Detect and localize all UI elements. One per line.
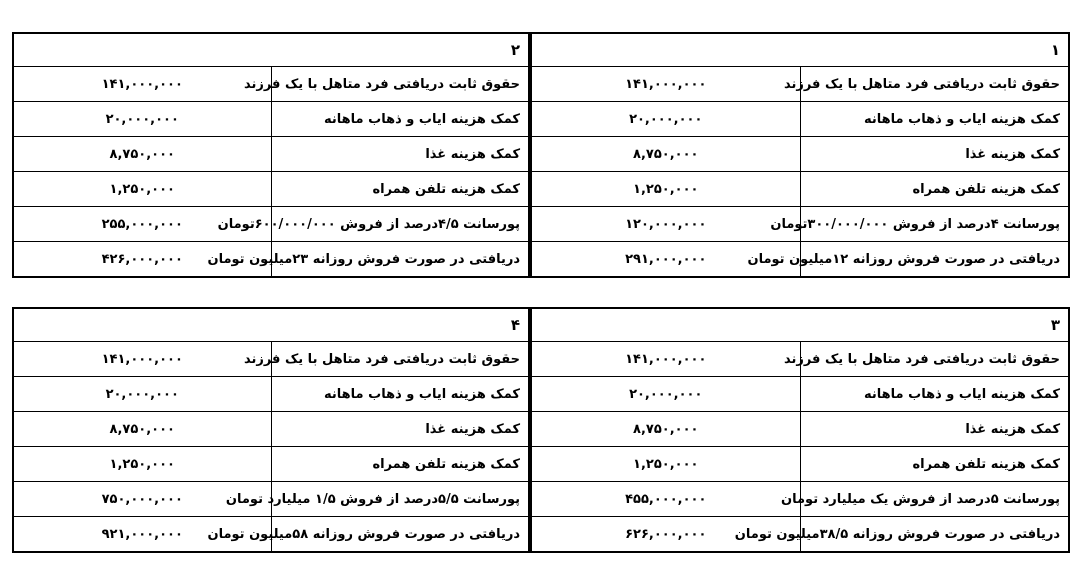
row-value: ۲۹۱,۰۰۰,۰۰۰ <box>531 242 800 278</box>
row-value: ۱۴۱,۰۰۰,۰۰۰ <box>13 342 271 377</box>
row-label: کمک هزینه تلفن همراه <box>271 172 529 207</box>
row-value: ۸,۷۵۰,۰۰۰ <box>13 137 271 172</box>
table-row <box>531 67 1069 102</box>
row-value: ۱۴۱,۰۰۰,۰۰۰ <box>531 342 800 377</box>
table-row <box>13 242 529 278</box>
row-value: ۷۵۰,۰۰۰,۰۰۰ <box>13 482 271 517</box>
table-number: ۴ <box>13 308 529 342</box>
row-value: ۲۵۵,۰۰۰,۰۰۰ <box>13 207 271 242</box>
table-row <box>531 377 1069 412</box>
row-value: ۸,۷۵۰,۰۰۰ <box>531 412 800 447</box>
table-row <box>13 377 529 412</box>
table-row <box>13 447 529 482</box>
row-value: ۸,۷۵۰,۰۰۰ <box>13 412 271 447</box>
table-row <box>13 412 529 447</box>
table-row <box>531 482 1069 517</box>
row-label: کمک هزینه تلفن همراه <box>800 172 1069 207</box>
row-value: ۱۴۱,۰۰۰,۰۰۰ <box>13 67 271 102</box>
row-label: کمک هزینه ایاب و ذهاب ماهانه <box>271 102 529 137</box>
row-label: دریافتی در صورت فروش روزانه ۵۸میلیون تومان <box>271 517 529 553</box>
table-row <box>531 517 1069 553</box>
table-row <box>531 447 1069 482</box>
table-header-row <box>531 33 1069 67</box>
row-value: ۲۰,۰۰۰,۰۰۰ <box>13 102 271 137</box>
table-row <box>531 207 1069 242</box>
row-label: کمک هزینه غذا <box>800 137 1069 172</box>
table-header-row <box>13 308 529 342</box>
table-number: ۱ <box>531 33 1069 67</box>
table-row <box>13 207 529 242</box>
row-value: ۱۴۱,۰۰۰,۰۰۰ <box>531 67 800 102</box>
row-value: ۱,۲۵۰,۰۰۰ <box>13 172 271 207</box>
row-label: حقوق ثابت دریافتی فرد متاهل با یک فرزند <box>800 342 1069 377</box>
row-value: ۴۵۵,۰۰۰,۰۰۰ <box>531 482 800 517</box>
table-row <box>531 412 1069 447</box>
table-row <box>531 172 1069 207</box>
table-row <box>531 102 1069 137</box>
row-value: ۱,۲۵۰,۰۰۰ <box>531 447 800 482</box>
table-row <box>531 137 1069 172</box>
row-label: کمک هزینه غذا <box>271 412 529 447</box>
table-number: ۲ <box>13 33 529 67</box>
table-row <box>13 137 529 172</box>
row-label: دریافتی در صورت فروش روزانه ۱۲میلیون تومان <box>800 242 1069 278</box>
row-value: ۹۲۱,۰۰۰,۰۰۰ <box>13 517 271 553</box>
row-label: دریافتی در صورت فروش روزانه ۲۳میلیون تومان <box>271 242 529 278</box>
salary-table-4 <box>12 307 530 553</box>
table-row <box>531 342 1069 377</box>
row-value: ۶۲۶,۰۰۰,۰۰۰ <box>531 517 800 553</box>
row-value: ۱,۲۵۰,۰۰۰ <box>13 447 271 482</box>
row-value: ۴۲۶,۰۰۰,۰۰۰ <box>13 242 271 278</box>
table-row <box>13 342 529 377</box>
salary-table-3 <box>530 307 1070 553</box>
row-label: حقوق ثابت دریافتی فرد متاهل با یک فرزند <box>271 67 529 102</box>
row-label: پورسانت ۵درصد از فروش یک میلیارد تومان <box>800 482 1069 517</box>
row-label: کمک هزینه ایاب و ذهاب ماهانه <box>800 102 1069 137</box>
row-label: کمک هزینه تلفن همراه <box>271 447 529 482</box>
salary-table-2 <box>12 32 530 278</box>
salary-table-1 <box>530 32 1070 278</box>
row-value: ۲۰,۰۰۰,۰۰۰ <box>531 102 800 137</box>
row-value: ۲۰,۰۰۰,۰۰۰ <box>13 377 271 412</box>
row-label: پورسانت ۴/۵درصد از فروش ۶۰۰/۰۰۰/۰۰۰تومان <box>271 207 529 242</box>
row-label: کمک هزینه غذا <box>271 137 529 172</box>
row-label: حقوق ثابت دریافتی فرد متاهل با یک فرزند <box>271 342 529 377</box>
table-row <box>13 172 529 207</box>
row-label: کمک هزینه ایاب و ذهاب ماهانه <box>800 377 1069 412</box>
row-label: کمک هزینه تلفن همراه <box>800 447 1069 482</box>
table-row <box>13 67 529 102</box>
table-row <box>13 102 529 137</box>
table-row <box>531 242 1069 278</box>
table-row <box>13 482 529 517</box>
row-value: ۱۲۰,۰۰۰,۰۰۰ <box>531 207 800 242</box>
table-header-row <box>13 33 529 67</box>
row-value: ۲۰,۰۰۰,۰۰۰ <box>531 377 800 412</box>
row-label: دریافتی در صورت فروش روزانه ۳۸/۵میلیون تومان <box>800 517 1069 553</box>
row-value: ۸,۷۵۰,۰۰۰ <box>531 137 800 172</box>
table-header-row <box>531 308 1069 342</box>
row-label: پورسانت ۵/۵درصد از فروش ۱/۵ میلیارد تومان <box>271 482 529 517</box>
row-value: ۱,۲۵۰,۰۰۰ <box>531 172 800 207</box>
row-label: پورسانت ۴درصد از فروش ۳۰۰/۰۰۰/۰۰۰تومان <box>800 207 1069 242</box>
row-label: کمک هزینه ایاب و ذهاب ماهانه <box>271 377 529 412</box>
row-label: حقوق ثابت دریافتی فرد متاهل با یک فرزند <box>800 67 1069 102</box>
row-label: کمک هزینه غذا <box>800 412 1069 447</box>
table-row <box>13 517 529 553</box>
table-number: ۳ <box>531 308 1069 342</box>
